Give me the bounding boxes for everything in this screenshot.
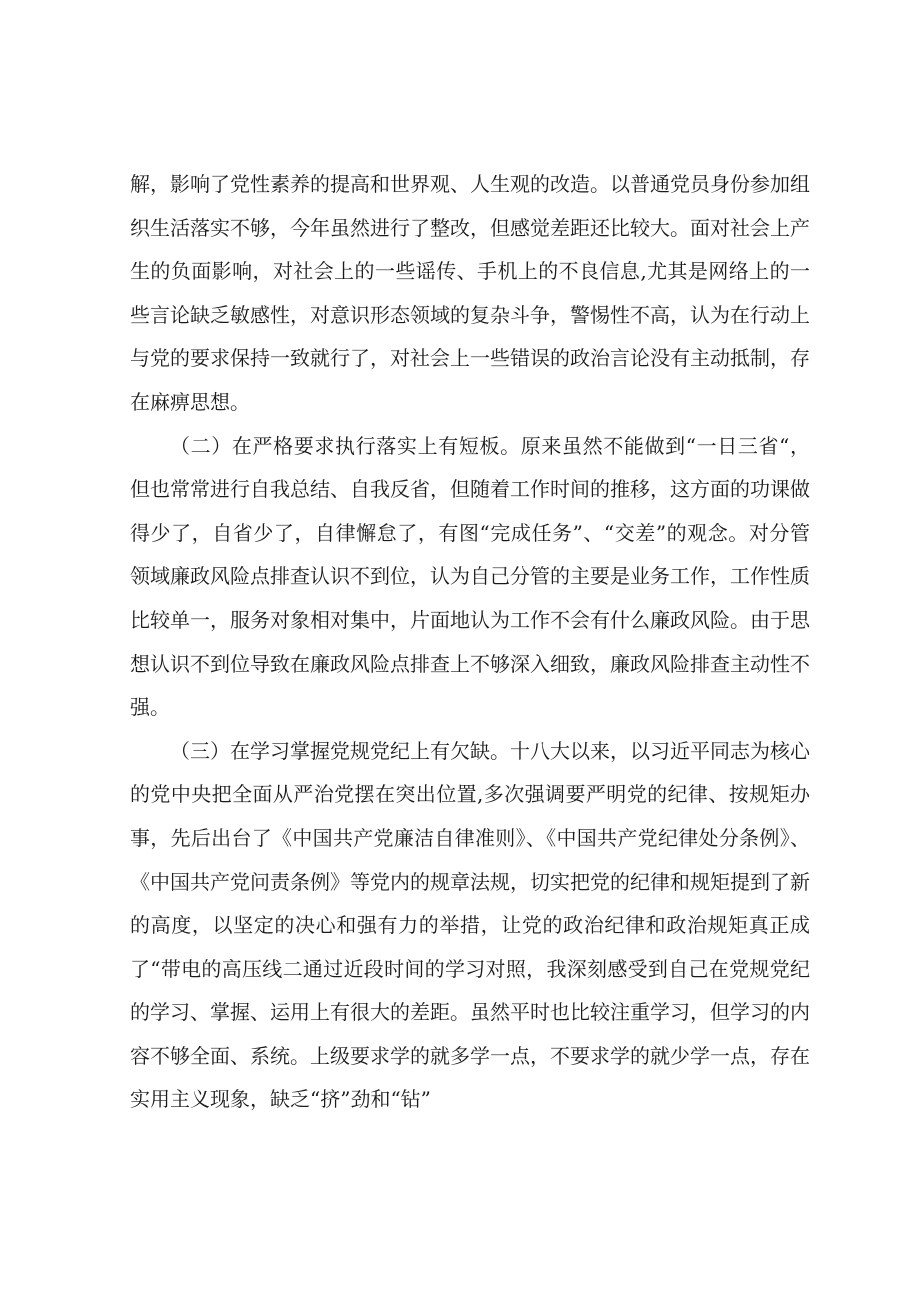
paragraph-continuation: 解，影响了党性素养的提高和世界观、人生观的改造。以普通党员身份参加组织生活落实不够，今年虽然进行了整改，但感觉差距还比较大。面对社会上产生的负面影响，对社会上的一些谣传、手机上的不良信息,尤其是网络上的一些言论缺乏敏感性，对意识形态领域的复杂斗争，警惕性不高，认为在行动上与党的要求保持一致就行了，对社会上一些错误的政治言论没有主动抵制，存在麻痹思想。 <box>130 172 810 414</box>
paragraph-section-two: （二）在严格要求执行落实上有短板。原来虽然不能做到“一日三省“，但也常常进行自我总结、自我反省，但随着工作时间的推移，这方面的功课做得少了，自省少了，自律懈怠了，有图“完成任务”、“交差”的观念。对分管领域廉政风险点排查认识不到位，认为自己分管的主要是业务工作，工作性质比较单一，服务对象相对集中，片面地认为工作不会有什么廉政风险。由于思想认识不到位导致在廉政风险点排查上不够深入细致，廉政风险排查主动性不强。 <box>130 433 810 720</box>
paragraph-section-three: （三）在学习掌握党规党纪上有欠缺。十八大以来，以习近平同志为核心的党中央把全面从严治党摆在突出位置,多次强调要严明党的纪律、按规矩办事，先后出台了《中国共产党廉洁自律准则》、《中国共产党纪律处分条例》、《中国共产党问责条例》等党内的规章法规，切实把党的纪律和规矩提到了新的高度，以坚定的决心和强有力的举措，让党的政治纪律和政治规矩真正成了“带电的高压线二通过近段时间的学习对照，我深刻感受到自己在党规党纪的学习、掌握、运用上有很大的差距。虽然平时也比较注重学习，但学习的内容不够全面、系统。上级要求学的就多学一点，不要求学的就少学一点，存在实用主义现象，缺乏“挤”劲和“钻” <box>130 738 810 1112</box>
body-text <box>130 163 810 1122</box>
